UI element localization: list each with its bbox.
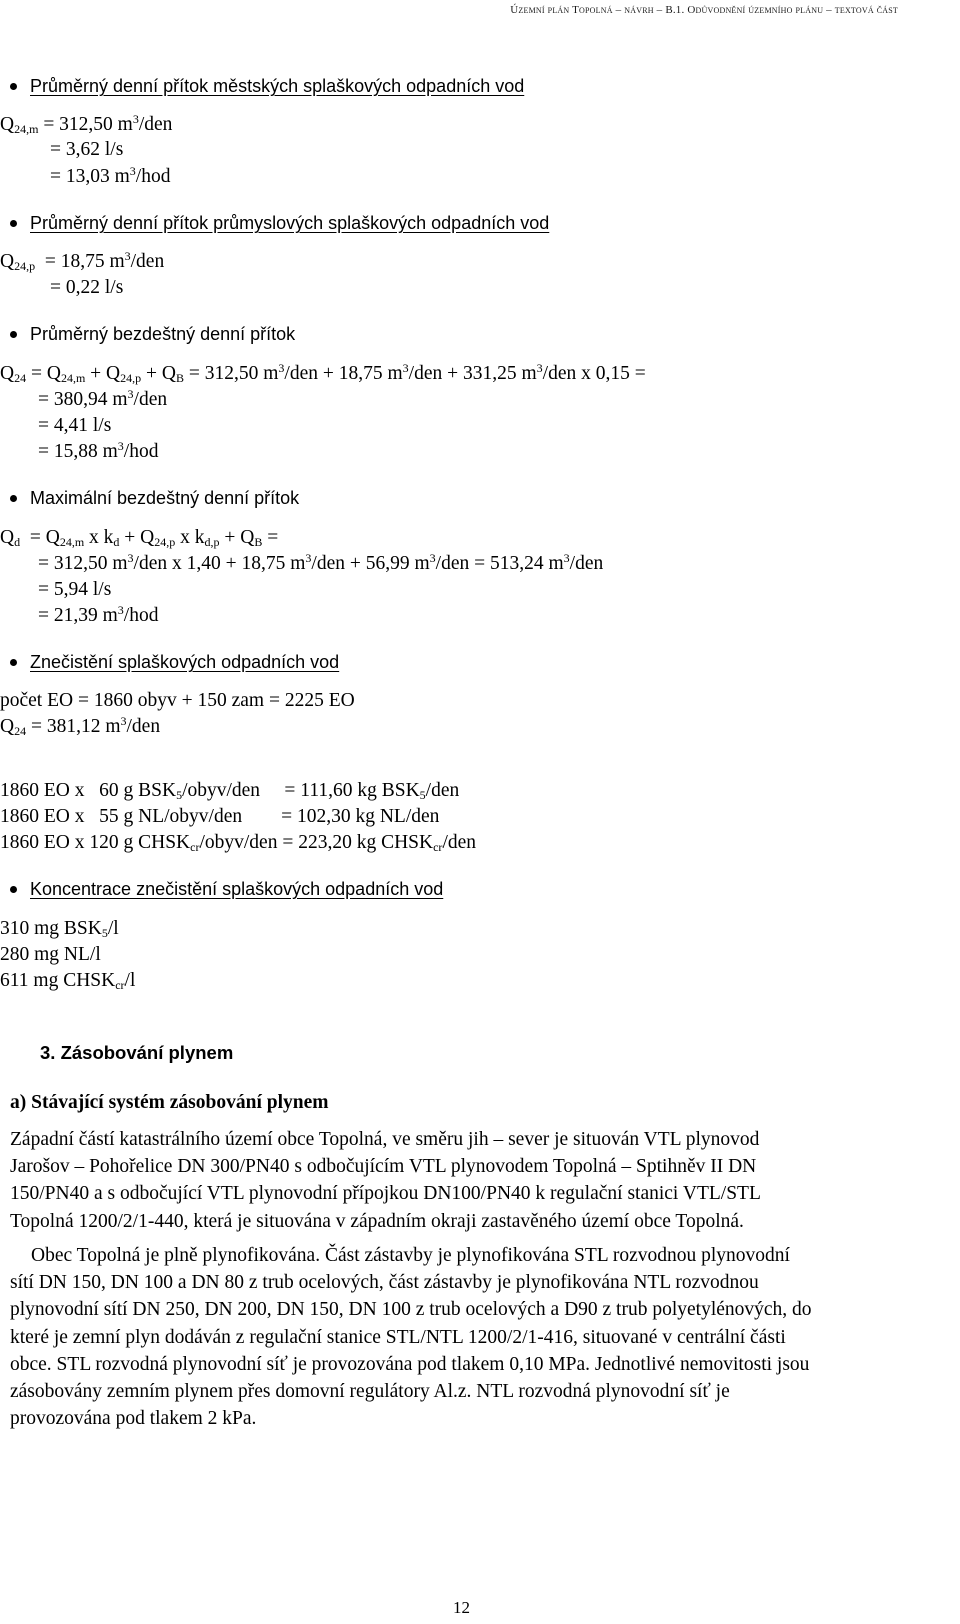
bullet-heading-urban-inflow [10,76,524,97]
heading-text: Průměrný denní přítok městských splaškových odpadních vod [30,76,525,96]
formula-line: = 5,94 l/s [38,579,112,600]
formula-line: = 13,03 $m^3$/hod [50,164,171,187]
concentration-line: 310 mg $BSK_5/l$ [0,918,119,940]
bullet-heading-max-inflow [10,488,299,509]
concentration-line: 611 mg $CHSK_{cr}/l$ [0,970,136,992]
heading-text: Znečistění splaškových odpadních vod [30,652,340,672]
formula-line: = 15,88 $m^3$/hod [38,439,159,462]
bullet-heading-pollution [10,652,339,673]
subchapter-heading: a) Stávající systém zásobování plynem [10,1092,329,1113]
paragraph-existing-system: Západní částí katastrálního území obce Topolná, ve směru jih – sever je situován VTL plynovod Jarošov – Pohořelice DN 300/PN40 s odbočujícím VTL plynovodem Topolná – Sptihněv II DN 150/PN40 a s odbočující VTL plynovodní přípojkou DN100/PN40 k regulační stanici VTL/STL Topolná 1200/2/1-440, která je situována v západním okraji zastavěného území obce Topolná. [10,1129,761,1232]
formula-line: = 312,50 $m^3$/den x 1,40 + 18,75 $m^3$/den + 56,99 $m^3$/den = 513,24 $m^3$/den [38,551,604,574]
formula-line: = 380,94 $m^3$/den [38,387,168,410]
concentration-line: 280 mg NL/l [0,944,101,965]
formula-line: $Q_d = Q_{24,m}$ x $k_d + Q_{24,p}$ x $k_{d,p} + Q_B$ = [0,527,279,549]
formula-line: = 0,22 l/s [50,277,124,298]
bullet-icon [10,495,17,502]
chapter-heading: 3. Zásobování plynem [40,1042,234,1063]
pollution-row: 1860 EO x 120 g $CHSK_{cr}/obyv$/den = 223,20 kg $CHSK_{cr}$/den [0,832,477,854]
bullet-icon [10,331,17,338]
formula-line: = 4,41 l/s [38,415,112,436]
formula-line: $Q_{24} = Q_{24,m} + Q_{24,p} + Q_B = 312,50$ $m^3$/den + 18,75 $m^3$/den + 331,25 $m^3$/den x 0,15 = [0,361,646,385]
heading-text: Průměrný bezdeštný denní přítok [30,324,296,344]
bullet-heading-concentration [10,879,443,900]
heading-text: Koncentrace znečistění splaškových odpadních vod [30,879,444,899]
bullet-icon [10,220,17,227]
bullet-icon [10,659,17,666]
formula-line: $Q_{24,p} = 18,75$ $m^3$/den [0,249,165,273]
page-number: 12 [453,1598,470,1617]
heading-text: Maximální bezdeštný denní přítok [30,488,300,508]
formula-line: = 3,62 l/s [50,139,124,160]
pollution-row: 1860 EO x 60 g $BSK_5/obyv$/den = 111,60 kg $BSK_5$/den [0,780,460,802]
formula-line: $Q_{24} = 381,12$ $m^3$/den [0,714,161,738]
page-header: Územní plán Topolná – návrh – B.1. Odůvodnění územního plánu – textová část [510,4,898,16]
formula-line: počet EO = 1860 obyv + 150 zam = 2225 EO [0,690,355,711]
heading-text: Průměrný denní přítok průmyslových splaškových odpadních vod [30,213,550,233]
bullet-icon [10,886,17,893]
bullet-icon [10,83,17,90]
paragraph-gasification: Obec Topolná je plně plynofikována. Část zástavby je plynofikována STL rozvodnou plynovodní sítí DN 150, DN 100 a DN 80 z trub ocelových, část zástavby je plynofikována NTL rozvodnou plynovodní sítí DN 250, DN 200, DN 150, DN 100 z trub ocelových a D90 z trub polyetylénových, do které je zemní plyn dodáván z regulační stanice STL/NTL 1200/2/1-416, situované v centrální části obce. STL rozvodná plynovodní síť je provozována pod tlakem 0,10 MPa. Jednotlivé nemovitosti jsou zásobovány zemním plynem přes domovní regulátory Al.z. NTL rozvodná plynovodní síť je provozována pod tlakem 2 kPa. [10,1245,812,1430]
pollution-row: 1860 EO x 55 g NL/obyv/den = 102,30 kg NL/den [0,806,440,827]
bullet-heading-industrial-inflow [10,213,549,234]
bullet-heading-dry-inflow [10,324,295,345]
formula-line: $Q_{24,m} = 312,50$ $m^3$/den [0,112,173,136]
formula-line: = 21,39 $m^3$/hod [38,603,159,626]
